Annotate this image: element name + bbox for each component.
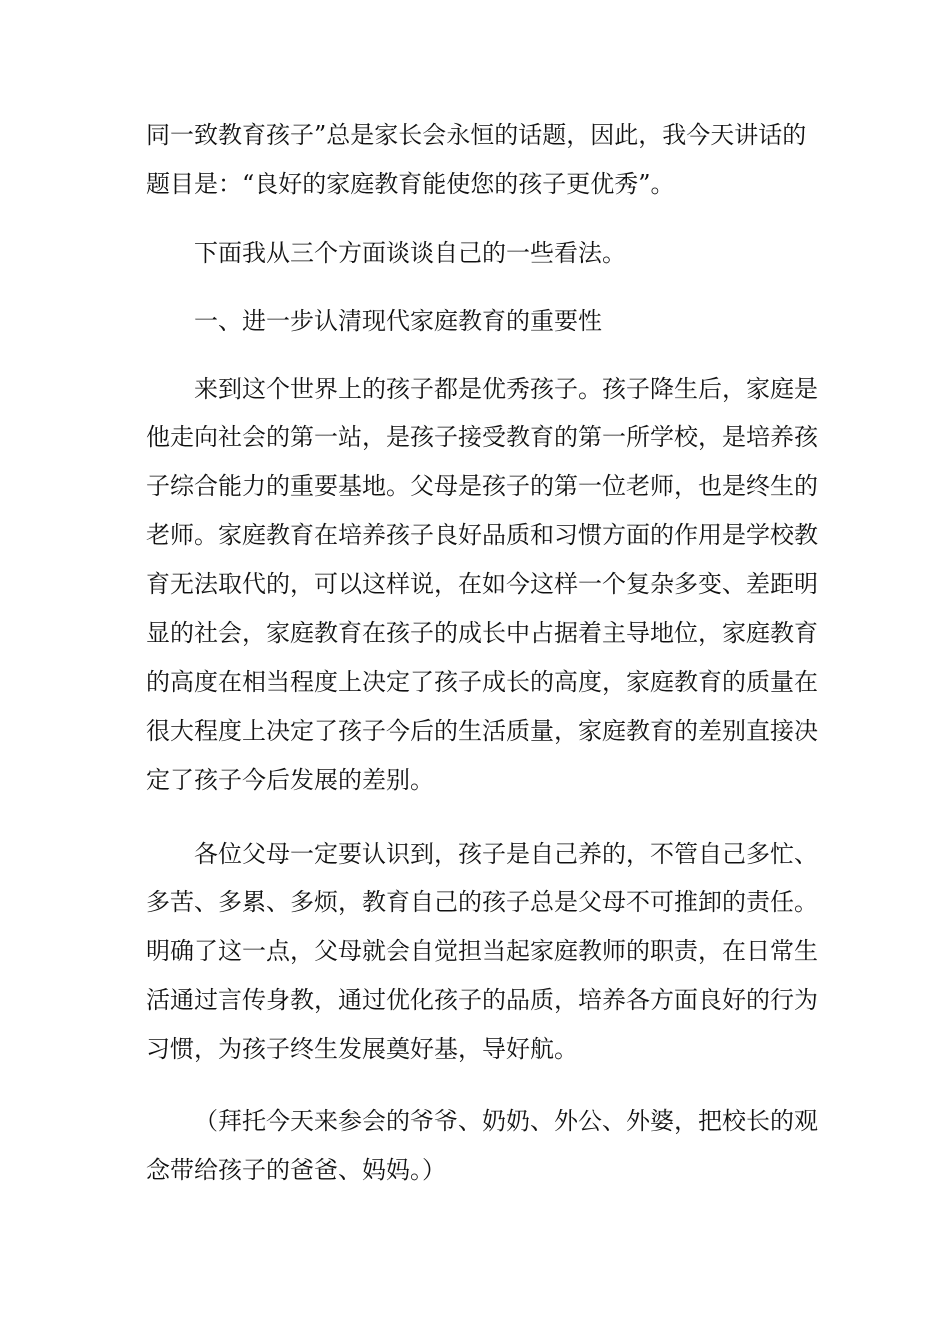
paragraph-line: 题目是：“良好的家庭教育能使您的孩子更优秀”。 xyxy=(146,170,675,198)
section-heading: 一、进一步认清现代家庭教育的重要性 xyxy=(194,307,602,335)
paragraph-line: 各位父母一定要认识到，孩子是自己养的，不管自己多忙、 xyxy=(194,840,818,868)
paragraph-line: 显的社会，家庭教育在孩子的成长中占据着主导地位，家庭教育 xyxy=(146,619,818,647)
paragraph-line: 下面我从三个方面谈谈自己的一些看法。 xyxy=(194,239,626,267)
paragraph-line: （拜托今天来参会的爷爷、奶奶、外公、外婆，把校长的观 xyxy=(194,1107,818,1135)
paragraph-line: 活通过言传身教，通过优化孩子的品质，培养各方面良好的行为 xyxy=(146,986,818,1014)
paragraph-line: 老师。家庭教育在培养孩子良好品质和习惯方面的作用是学校教 xyxy=(146,521,818,549)
paragraph-line: 同一致教育孩子”总是家长会永恒的话题，因此，我今天讲话的 xyxy=(146,121,807,149)
paragraph-line: 很大程度上决定了孩子今后的生活质量，家庭教育的差别直接决 xyxy=(146,717,818,745)
paragraph-line: 念带给孩子的爸爸、妈妈。） xyxy=(146,1156,446,1184)
paragraph-line: 多苦、多累、多烦，教育自己的孩子总是父母不可推卸的责任。 xyxy=(146,888,818,916)
paragraph-line: 习惯，为孩子终生发展奠好基，导好航。 xyxy=(146,1035,578,1063)
paragraph-line: 明确了这一点，父母就会自觉担当起家庭教师的职责，在日常生 xyxy=(146,937,818,965)
paragraph-line: 育无法取代的，可以这样说，在如今这样一个复杂多变、差距明 xyxy=(146,570,818,598)
paragraph-line: 子综合能力的重要基地。父母是孩子的第一位老师，也是终生的 xyxy=(146,472,818,500)
paragraph-line: 定了孩子今后发展的差别。 xyxy=(146,766,434,794)
paragraph-line: 的高度在相当程度上决定了孩子成长的高度，家庭教育的质量在 xyxy=(146,668,818,696)
paragraph-line: 来到这个世界上的孩子都是优秀孩子。孩子降生后，家庭是 xyxy=(194,375,818,403)
paragraph-line: 他走向社会的第一站，是孩子接受教育的第一所学校，是培养孩 xyxy=(146,423,818,451)
